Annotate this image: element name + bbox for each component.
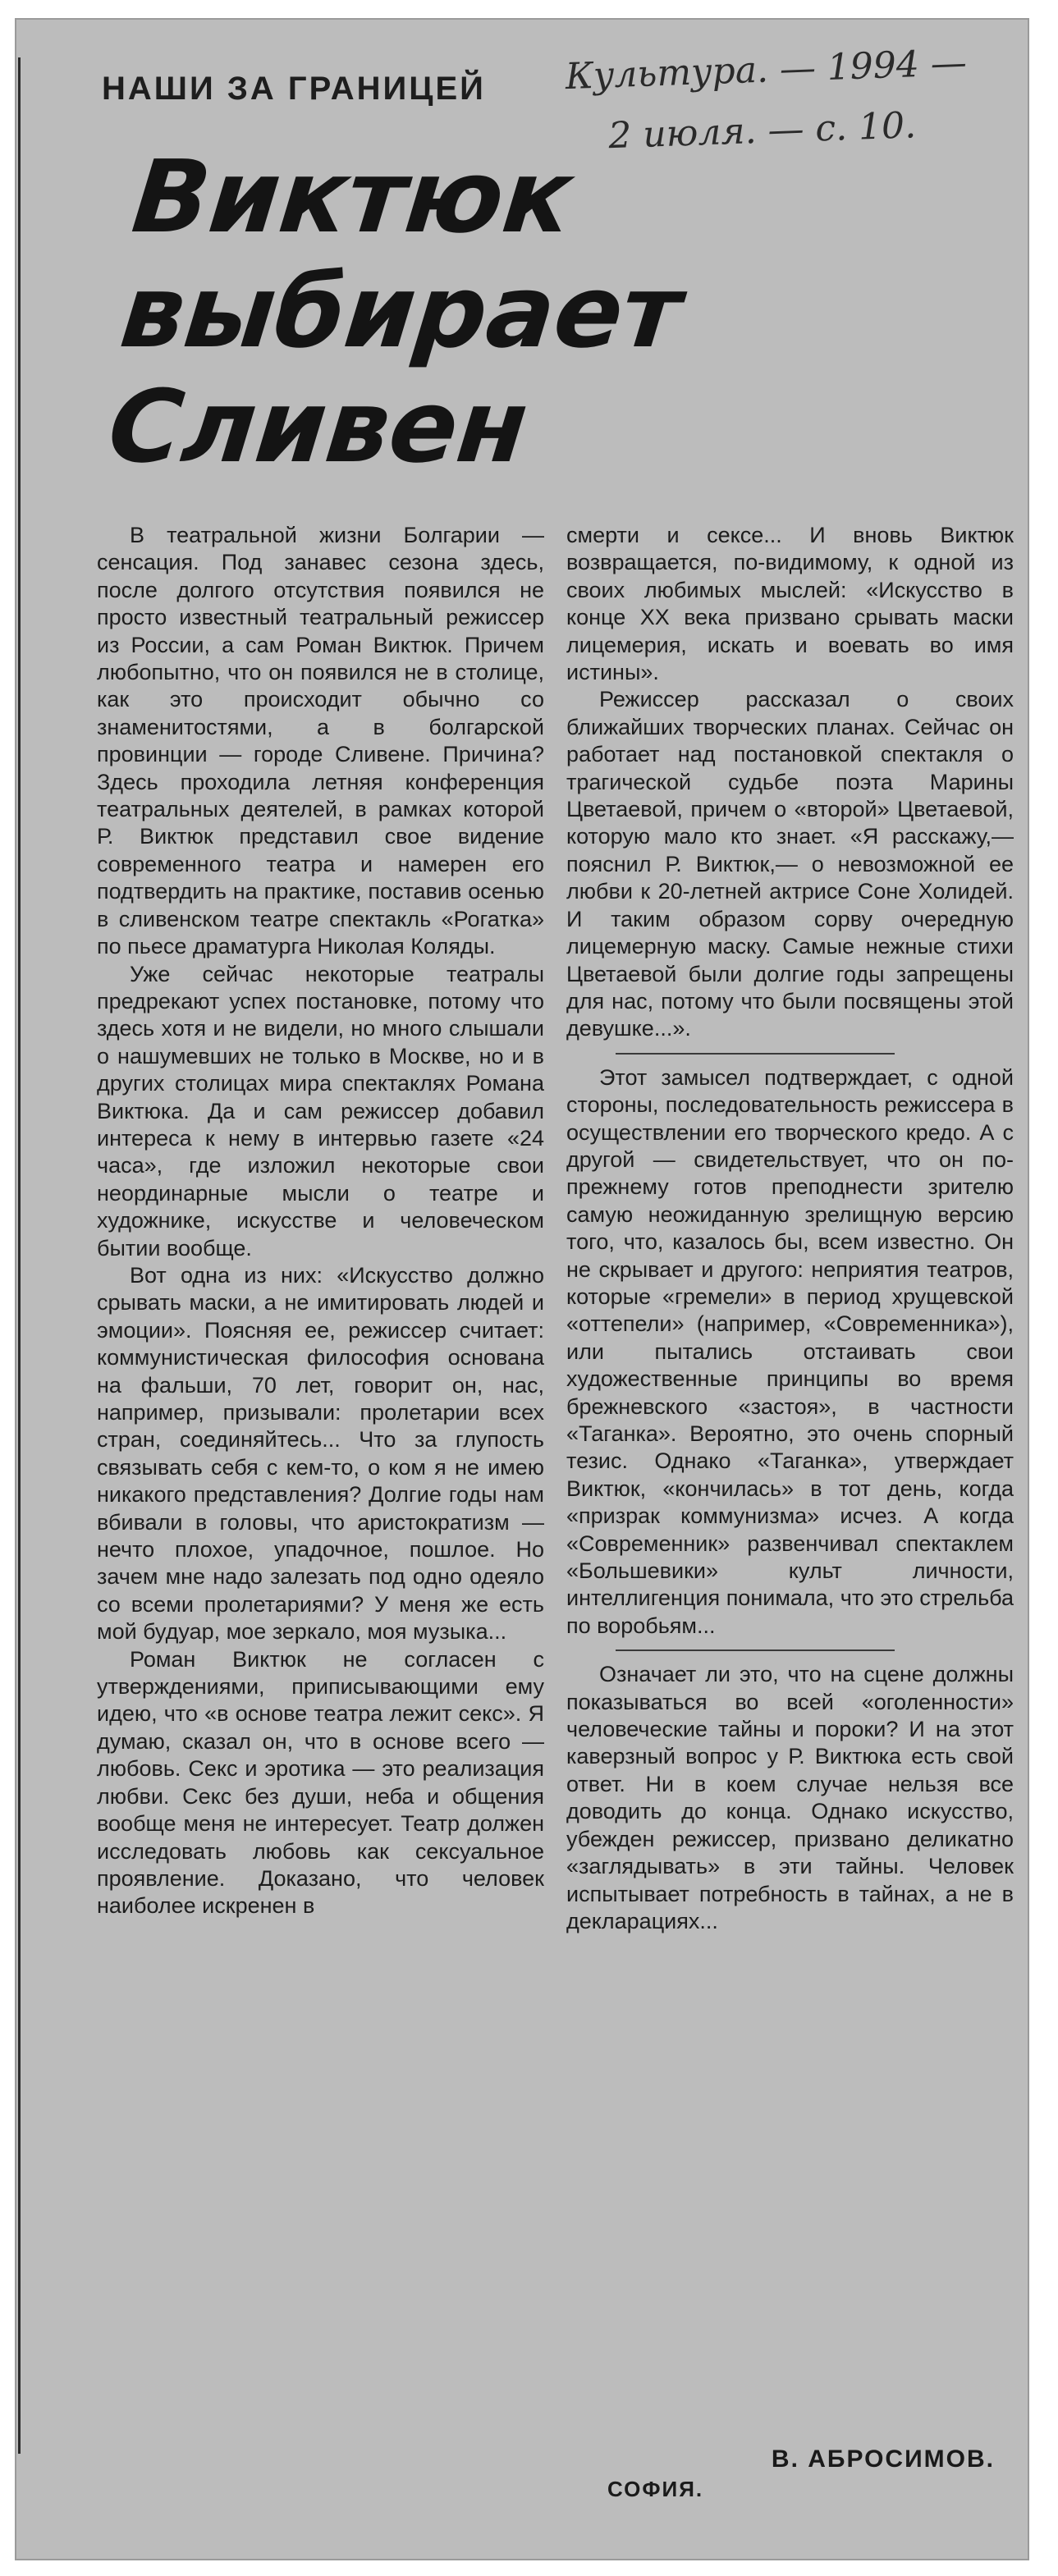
headline-line-3: Сливен <box>103 368 534 485</box>
article-column-right <box>566 522 1014 1935</box>
paragraph: смерти и сексе... И вновь Виктюк возвращается, по-видимому, к одной из своих любимых мыслей: «Искусство в конце XX века призвано срывать маски лицемерия, искать и воевать во имя истины». <box>566 523 1014 685</box>
headline-line-2: выбирает <box>115 254 687 370</box>
article-column-left <box>97 522 544 1920</box>
paragraph: Этот замысел подтверждает, с одной стороны, последовательность режиссера в осуществлении его творческого кредо. А с другой — свидетельствует, что он по-прежнему готов преподнести зрителю самую неожиданную зрелищную версию того, что, казалось бы, всем известно. Он не скрывает и другого: неприятия театров, которые «гремели» в период хрущевской «оттепели» (например, «Современника»), или пытались отстаивать свои художественные принципы во время брежневского «застоя», в частности «Таганка». Вероятно, это очень спорный тезис. Однако «Таганка», утверждает Виктюк, «кончилась» в тот день, когда «призрак коммунизма» исчез. А когда «Современник» развенчивал спектаклем «Большевики» культ личности, интеллигенция понимала, что это стрельба по воробьям... <box>566 1064 1014 1638</box>
paragraph: В театральной жизни Болгарии — сенсация. Под занавес сезона здесь, после долгого отсутствия появился не просто известный театральный режиссер из России, а сам Роман Виктюк. Причем любопытно, что он появился не в столице, как это происходит обычно со знаменитостями, а в болгарской провинции — городе Сливене. Причина? Здесь проходила летняя конференция театральных деятелей, в рамках которой Р. Виктюк представил свое видение современного театра и намерен его подтвердить на практике, поставив осенью в сливенском театре спектакль «Рогатка» по пьесе драматурга Николая Коляды. <box>97 523 544 959</box>
headline-line-1: Виктюк <box>127 139 578 255</box>
paragraph: Режиссер рассказал о своих ближайших творческих планах. Сейчас он работает над постановкой спектакля о трагической судьбе поэта Марины Цветаевой, причем о «второй» Цветаевой, которую мало кто знает. «Я расскажу,— пояснил Р. Виктюк,— о невозможной ее любви к 20-летней актрисе Соне Холидей. И таким образом сорву очередную лицемерную маску. Самые нежные стихи Цветаевой были долгие годы запрещены для нас, потому что были посвящены этой девушке...». <box>566 687 1014 1041</box>
author-name: В. АБРОСИМОВ. <box>771 2446 995 2473</box>
paragraph: Роман Виктюк не согласен с утверждениями, приписывающими ему идею, что «в основе театра лежит секс». Я думаю, сказал он, что в основе всего — любовь. Секс и эротика — это реализация любви. Секс без души, неба и общения вообще меня не интересует. Театр должен исследовать любовь как сексуальное проявление. Доказано, что человек наиболее искренен в <box>97 1646 544 1919</box>
handwritten-note-line-2: 2 июля. — с. 10. <box>607 104 917 158</box>
clipping-edge-rule <box>18 57 21 2454</box>
handwritten-note-line-1: Культура. — 1994 — <box>564 42 968 98</box>
dateline-city: СОФИЯ. <box>607 2477 704 2501</box>
article-signature <box>607 2446 1018 2502</box>
section-rubric: НАШИ ЗА ГРАНИЦЕЙ <box>102 71 486 107</box>
section-divider <box>616 1053 895 1055</box>
paragraph: Уже сейчас некоторые театралы предрекают успех постановке, потому что здесь хотя и не видели, но много слышали о нашумевших не только в Москве, но и в других столицах мира спектаклях Романа Виктюка. Да и сам режиссер добавил интереса к нему в интервью газете «24 часа», где изложил некоторые свои неординарные мысли о театре и художнике, искусстве и человеческом бытии вообще. <box>97 961 544 1261</box>
section-divider <box>616 1649 895 1651</box>
article-headline <box>103 140 698 484</box>
paragraph: Вот одна из них: «Искусство должно срывать маски, а не имитировать людей и эмоции». Поясняя ее, режиссер считает: коммунистическая философия основана на фальши, 70 лет, говорит он, нас, например, призывали: пролетарии всех стран, соединяйтесь... Что за глупость связывать себя с кем-то, о ком я не имею никакого представления? Долгие годы нам вбивали в головы, что аристократизм — нечто плохое, упадочное, пошлое. Но зачем мне надо залезать под одно одеяло со всеми пролетариями? У меня же есть мой будуар, мое зеркало, моя музыка... <box>97 1262 544 1645</box>
paragraph: Означает ли это, что на сцене должны показываться во всей «оголенности» человеческие тайны и пороки? И на этот каверзный вопрос у Р. Виктюка есть свой ответ. Ни в коем случае нельзя все доводить до конца. Однако искусство, убежден режиссер, призвано деликатно «заглядывать» в эти тайны. Человек испытывает потребность в тайнах, а не в декларациях... <box>566 1662 1014 1933</box>
